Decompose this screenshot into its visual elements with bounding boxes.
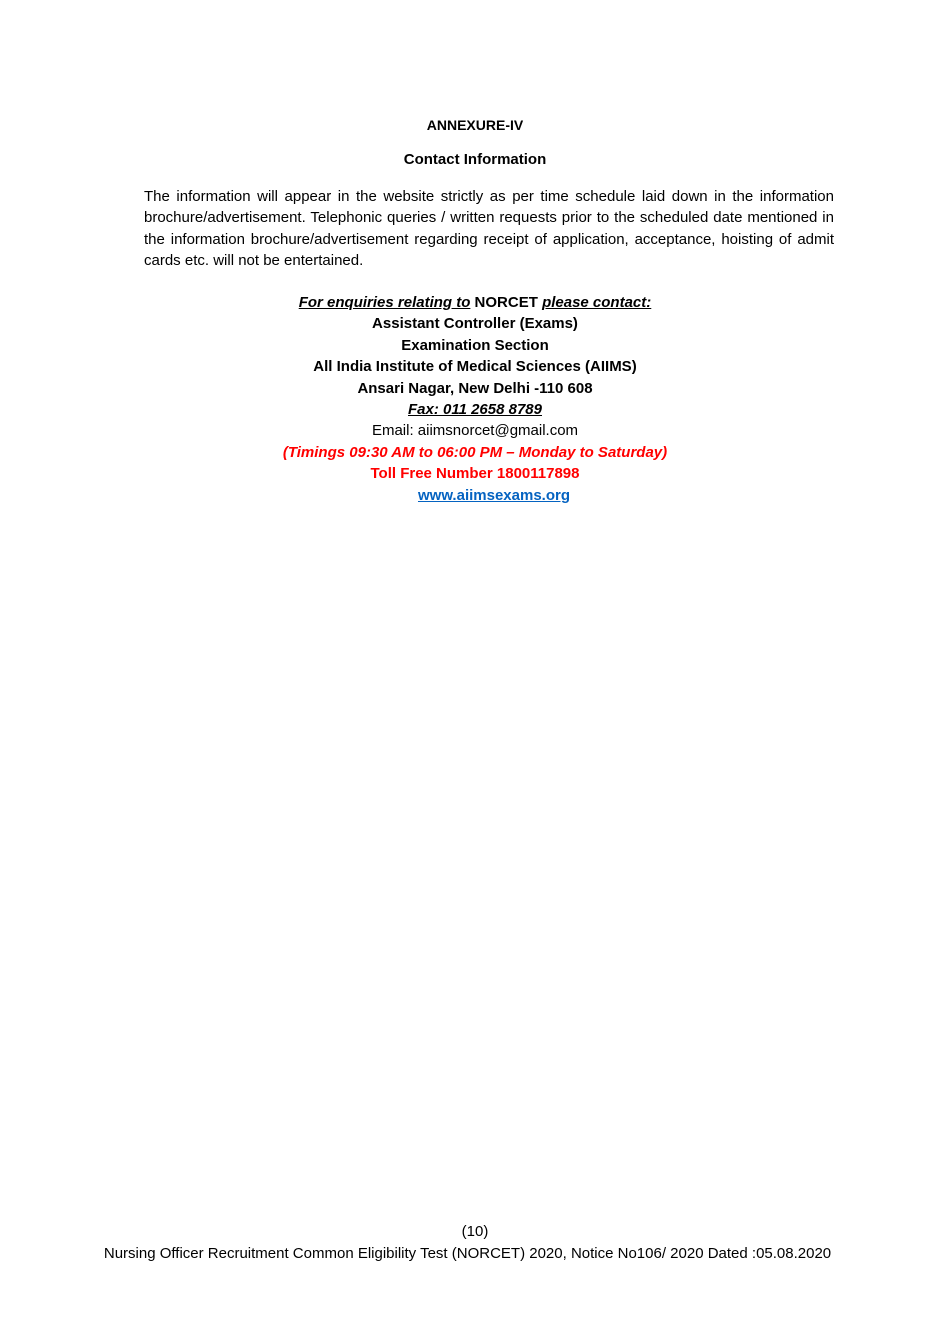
enquiry-prefix: For enquiries relating to (298, 294, 471, 311)
enquiry-line (0, 292, 950, 313)
intro-paragraph: The information will appear in the website strictly as per time schedule laid down in the information brochure/advertisement. Telephonic queries / written requests prior to the scheduled date mentioned in the information brochure/advertisement regarding receipt of application, acceptance, hoisting of admit cards etc. will not be entertained. (144, 188, 834, 269)
contact-address: Ansari Nagar, New Delhi -110 608 (357, 379, 593, 397)
section-title: Contact Information (403, 151, 547, 168)
annexure-title: ANNEXURE-IV (426, 117, 524, 133)
contact-fax: Fax: 011 2658 8789 (408, 401, 542, 419)
contact-timings: (Timings 09:30 AM to 06:00 PM – Monday to Saturday) (282, 443, 668, 461)
contact-institute: All India Institute of Medical Sciences (AIIMS) (313, 358, 637, 376)
footer-notice: Nursing Officer Recruitment Common Eligibility Test (NORCET) 2020, Notice No106/ 2020 Dated :05.08.2020 (103, 1245, 832, 1262)
enquiry-suffix: please contact: (542, 294, 652, 311)
website-link[interactable]: www.aiimsexams.org (417, 486, 570, 504)
contact-toll-free: Toll Free Number 1800117898 (370, 465, 580, 483)
website-line (0, 485, 950, 506)
contact-fax-line (0, 399, 950, 420)
contact-block (0, 292, 950, 506)
contact-email: Email: aiimsnorcet@gmail.com (371, 422, 579, 440)
page-number: (10) (461, 1223, 489, 1240)
contact-section: Examination Section (401, 336, 549, 354)
contact-designation: Assistant Controller (Exams) (372, 315, 578, 333)
enquiry-subject: NORCET (470, 294, 543, 311)
